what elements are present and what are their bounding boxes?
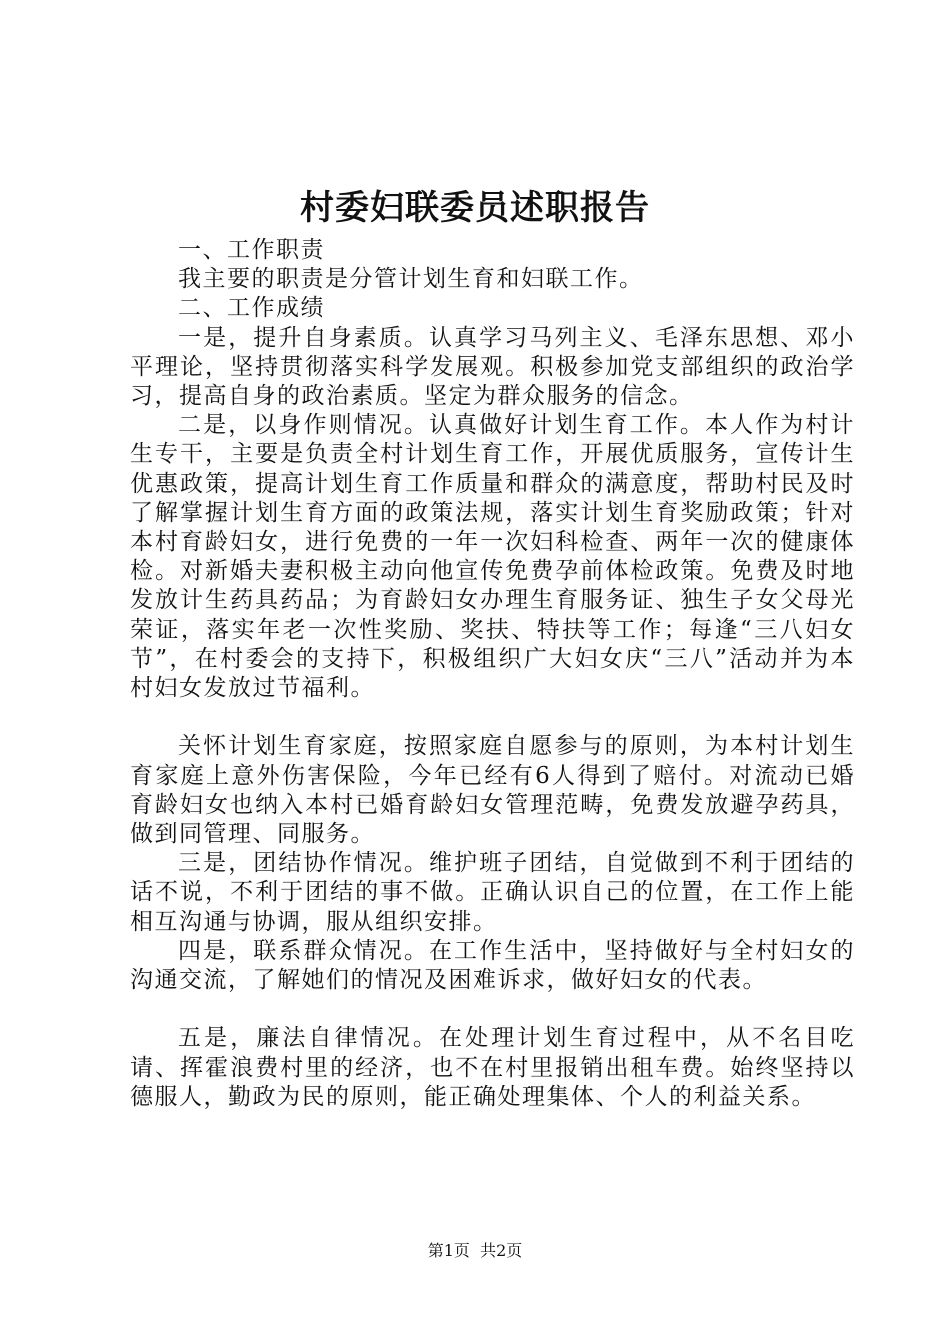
paragraph: 五是，廉法自律情况。在处理计划生育过程中，从不名目吃请、挥霍浪费村里的经济，也不在村里报销出租车费。始终坚持以德服人，勤政为民的原则，能正确处理集体、个人的利益关系。 — [130, 1025, 855, 1110]
document-body — [130, 236, 855, 1112]
document-title: 村委妇联委员述职报告 — [300, 188, 650, 228]
section-heading: 一、工作职责 — [178, 237, 325, 263]
paragraph: 一是，提升自身素质。认真学习马列主义、毛泽东思想、邓小平理论，坚持贯彻落实科学发展观。积极参加党支部组织的政治学习，提高自身的政治素质。坚定为群众服务的信念。 — [130, 324, 855, 410]
paragraph: 四是，联系群众情况。在工作生活中，坚持做好与全村妇女的沟通交流，了解她们的情况及困难诉求，做好妇女的代表。 — [130, 937, 855, 994]
paragraph: 关怀计划生育家庭，按照家庭自愿参与的原则，为本村计划生育家庭上意外伤害保险，今年已经有6人得到了赔付。对流动已婚育龄妇女也纳入本村已婚育龄妇女管理范畴，免费发放避孕药具，做到同管理、同服务。 — [130, 733, 855, 848]
paragraph: 二是，以身作则情况。认真做好计划生育工作。本人作为村计生专干，主要是负责全村计划生育工作，开展优质服务，宣传计生优惠政策，提高计划生育工作质量和群众的满意度，帮助村民及时了解掌握计划生育方面的政策法规，落实计划生育奖励政策；针对本村育龄妇女，进行免费的一年一次妇科检查、两年一次的健康体检。对新婚夫妻积极主动向他宣传免费孕前体检政策。免费及时地发放计生药具药品；为育龄妇女办理生育服务证、独生子女父母光荣证，落实年老一次性奖励、奖扶、特扶等工作；每逢“三八妇女节”，在村委会的支持下，积极组织广大妇女庆“三八”活动并为本村妇女发放过节福利。 — [130, 412, 855, 702]
paragraph: 我主要的职责是分管计划生育和妇联工作。 — [178, 266, 644, 293]
section-heading: 二、工作成绩 — [178, 295, 325, 322]
page-number-footer: 第1页 共2页 — [427, 1241, 523, 1260]
paragraph: 三是，团结协作情况。维护班子团结，自觉做到不利于团结的话不说，不利于团结的事不做。正确认识自己的位置，在工作上能相互沟通与协调，服从组织安排。 — [130, 850, 855, 935]
